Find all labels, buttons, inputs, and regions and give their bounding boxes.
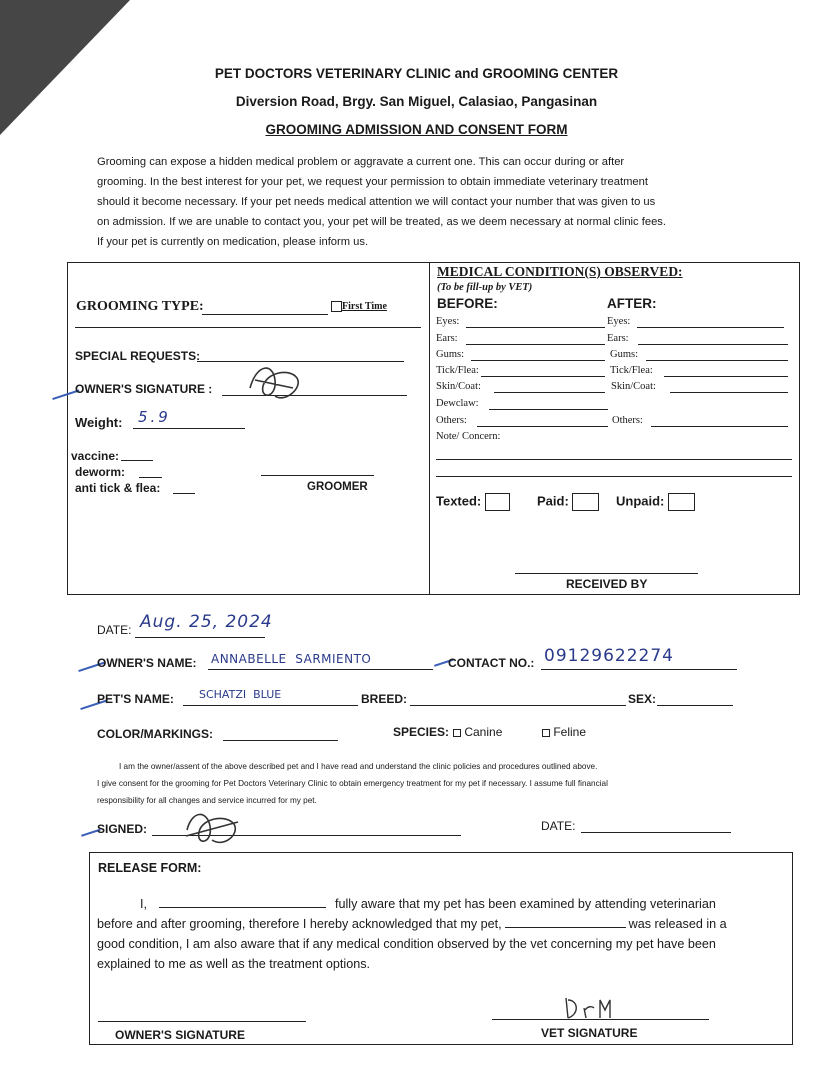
vet-signature-image bbox=[562, 994, 614, 1022]
note-concern-label: Note/ Concern: bbox=[436, 431, 501, 442]
intro-paragraph bbox=[97, 152, 747, 252]
color-markings-field[interactable] bbox=[223, 740, 338, 741]
pet-name-field[interactable] bbox=[183, 705, 358, 706]
date-label: DATE: bbox=[97, 623, 132, 637]
vet-fill-note: (To be fill-up by VET) bbox=[437, 282, 533, 293]
before-tick-flea-label: Tick/Flea: bbox=[436, 365, 479, 376]
owner-release-signature-field[interactable] bbox=[98, 1021, 306, 1022]
owner-name-field[interactable] bbox=[208, 669, 433, 670]
canine-label: Canine bbox=[464, 725, 503, 739]
texted-label: Texted: bbox=[436, 493, 482, 509]
owner-signature-image bbox=[245, 358, 305, 408]
groomer-signature-field[interactable] bbox=[261, 475, 374, 476]
before-skin-coat-field[interactable] bbox=[494, 392, 605, 393]
sex-field[interactable] bbox=[657, 705, 733, 706]
paid-option[interactable] bbox=[537, 493, 599, 511]
clinic-name: PET DOCTORS VETERINARY CLINIC and GROOMING CENTER bbox=[214, 66, 619, 81]
owner-name-label: OWNER'S NAME: bbox=[97, 656, 197, 670]
owner-signature-label: OWNER'S SIGNATURE : bbox=[75, 382, 213, 396]
after-others-field[interactable] bbox=[651, 426, 788, 427]
after-gums-field[interactable] bbox=[646, 360, 788, 361]
contact-number-label: CONTACT NO.: bbox=[448, 656, 535, 670]
before-others-label: Others: bbox=[436, 415, 467, 426]
received-by-label: RECEIVED BY bbox=[566, 577, 648, 591]
release-paragraph bbox=[97, 894, 787, 974]
sex-label: SEX: bbox=[628, 692, 657, 706]
weight-field[interactable] bbox=[133, 428, 245, 429]
intro-line: on admission. If we are unable to contact you, your pet will be treated, as we deem necessary at normal clinic fees. bbox=[97, 216, 666, 228]
pet-name-value: SCHATZI BLUE bbox=[199, 688, 282, 701]
weight-label: Weight: bbox=[75, 415, 123, 430]
release-line: explained to me as well as the treatment options. bbox=[97, 957, 371, 971]
before-skin-coat-label: Skin/Coat: bbox=[436, 381, 481, 392]
vaccine-field[interactable] bbox=[121, 460, 153, 461]
before-eyes-field[interactable] bbox=[466, 327, 605, 328]
before-tick-flea-field[interactable] bbox=[481, 376, 605, 377]
unpaid-label: Unpaid: bbox=[616, 493, 665, 509]
after-skin-coat-label: Skin/Coat: bbox=[611, 381, 656, 392]
contact-number-field[interactable] bbox=[541, 669, 737, 670]
signed-label: SIGNED: bbox=[97, 822, 148, 836]
paid-checkbox[interactable] bbox=[572, 493, 599, 511]
after-tick-flea-field[interactable] bbox=[664, 376, 788, 377]
release-line bbox=[97, 894, 787, 914]
unpaid-checkbox[interactable] bbox=[668, 493, 695, 511]
first-time-checkbox[interactable] bbox=[331, 301, 342, 312]
intro-line: grooming. In the best interest for your pet, we request your permission to obtain immediate veterinary treatment bbox=[97, 176, 648, 188]
release-line-text: before and after grooming, therefore I hereby acknowledged that my pet, bbox=[97, 917, 502, 931]
color-markings-label: COLOR/MARKINGS: bbox=[97, 727, 213, 741]
released-pet-field[interactable] bbox=[505, 916, 626, 928]
before-ears-field[interactable] bbox=[466, 344, 605, 345]
after-skin-coat-field[interactable] bbox=[670, 392, 788, 393]
before-dewclaw-field[interactable] bbox=[489, 409, 608, 410]
grooming-type-line-2[interactable] bbox=[75, 327, 421, 328]
received-by-field[interactable] bbox=[515, 573, 698, 574]
after-gums-label: Gums: bbox=[610, 349, 639, 360]
before-ears-label: Ears: bbox=[436, 333, 458, 344]
intro-line: should it become necessary. If your pet needs medical attention we will contact your number that was given to us bbox=[97, 196, 656, 208]
release-form-title: RELEASE FORM: bbox=[98, 861, 202, 875]
note-concern-line-1[interactable] bbox=[436, 459, 792, 460]
medical-conditions-title: MEDICAL CONDITION(S) OBSERVED: bbox=[437, 264, 683, 279]
feline-checkbox[interactable] bbox=[542, 729, 550, 737]
owner-release-signature-label: OWNER'S SIGNATURE bbox=[115, 1028, 245, 1042]
vet-signature-label: VET SIGNATURE bbox=[541, 1026, 638, 1040]
before-gums-field[interactable] bbox=[471, 360, 605, 361]
canine-option[interactable] bbox=[453, 725, 502, 739]
release-line-text: was released in a bbox=[628, 917, 727, 931]
panel-divider bbox=[429, 262, 430, 595]
unpaid-option[interactable] bbox=[616, 493, 695, 511]
vet-signature-field[interactable] bbox=[492, 1019, 709, 1020]
intro-line: If your pet is currently on medication, please inform us. bbox=[97, 236, 369, 248]
after-eyes-field[interactable] bbox=[637, 327, 784, 328]
feline-label: Feline bbox=[553, 725, 587, 739]
after-ears-field[interactable] bbox=[638, 344, 788, 345]
after-heading: AFTER: bbox=[607, 296, 657, 311]
before-heading: BEFORE: bbox=[437, 296, 498, 311]
special-requests-label: SPECIAL REQUESTS: bbox=[75, 349, 201, 363]
anti-tick-flea-label: anti tick & flea: bbox=[75, 481, 161, 495]
clinic-address: Diversion Road, Brgy. San Miguel, Calasiao, Pangasinan bbox=[235, 94, 598, 109]
form-title: GROOMING ADMISSION AND CONSENT FORM bbox=[265, 122, 568, 137]
release-line: good condition, I am also aware that if any medical condition observed by the vet concerning my pet have been bbox=[97, 937, 716, 951]
deworm-field[interactable] bbox=[139, 477, 162, 478]
consent-date-label: DATE: bbox=[541, 819, 576, 833]
before-gums-label: Gums: bbox=[436, 349, 465, 360]
weight-value: 5.9 bbox=[138, 408, 171, 426]
first-time-label: First Time bbox=[342, 301, 387, 312]
before-eyes-label: Eyes: bbox=[436, 316, 460, 327]
texted-checkbox[interactable] bbox=[485, 493, 510, 511]
consent-line: responsibility for all changes and service incurred for my pet. bbox=[97, 796, 317, 805]
first-time-option[interactable] bbox=[331, 301, 387, 312]
breed-label: BREED: bbox=[361, 692, 408, 706]
species-label: SPECIES: bbox=[393, 725, 450, 739]
after-ears-label: Ears: bbox=[607, 333, 629, 344]
groomer-label: GROOMER bbox=[307, 481, 368, 493]
release-line bbox=[97, 914, 787, 934]
after-others-label: Others: bbox=[612, 415, 643, 426]
before-dewclaw-label: Dewclaw: bbox=[436, 398, 479, 409]
intro-line: Grooming can expose a hidden medical problem or aggravate a current one. This can occur during or after bbox=[97, 156, 625, 168]
after-eyes-label: Eyes: bbox=[607, 316, 631, 327]
consent-line: I give consent for the grooming for Pet Doctors Veterinary Clinic to obtain emergency treatment for my pet if necessary. I assume full financial bbox=[97, 779, 608, 788]
anti-tick-flea-field[interactable] bbox=[173, 493, 195, 494]
consent-signature-image bbox=[182, 802, 244, 852]
deworm-label: deworm: bbox=[75, 465, 126, 479]
note-concern-line-2[interactable] bbox=[436, 476, 792, 477]
feline-option[interactable] bbox=[542, 725, 586, 739]
release-line-text: fully aware that my pet has been examined by attending veterinarian bbox=[335, 897, 716, 911]
breed-field[interactable] bbox=[410, 705, 626, 706]
release-name-field[interactable] bbox=[159, 896, 326, 908]
owner-name-value: ANNABELLE SARMIENTO bbox=[211, 652, 372, 666]
consent-line: I am the owner/assent of the above described pet and I have read and understand the clinic policies and procedures outlined above. bbox=[119, 762, 598, 771]
before-others-field[interactable] bbox=[477, 426, 608, 427]
consent-date-field[interactable] bbox=[581, 832, 731, 833]
date-value: Aug. 25, 2024 bbox=[140, 612, 273, 632]
paid-label: Paid: bbox=[537, 493, 569, 509]
date-field[interactable] bbox=[135, 637, 265, 638]
pet-name-label: PET'S NAME: bbox=[97, 692, 174, 706]
vaccine-label: vaccine: bbox=[71, 449, 120, 463]
grooming-type-label: GROOMING TYPE: bbox=[76, 299, 204, 314]
contact-number-value: 09129622274 bbox=[544, 646, 674, 666]
texted-option[interactable] bbox=[436, 493, 510, 511]
release-i-label: I, bbox=[140, 897, 147, 911]
grooming-type-field[interactable] bbox=[202, 314, 328, 315]
canine-checkbox[interactable] bbox=[453, 729, 461, 737]
after-tick-flea-label: Tick/Flea: bbox=[610, 365, 653, 376]
